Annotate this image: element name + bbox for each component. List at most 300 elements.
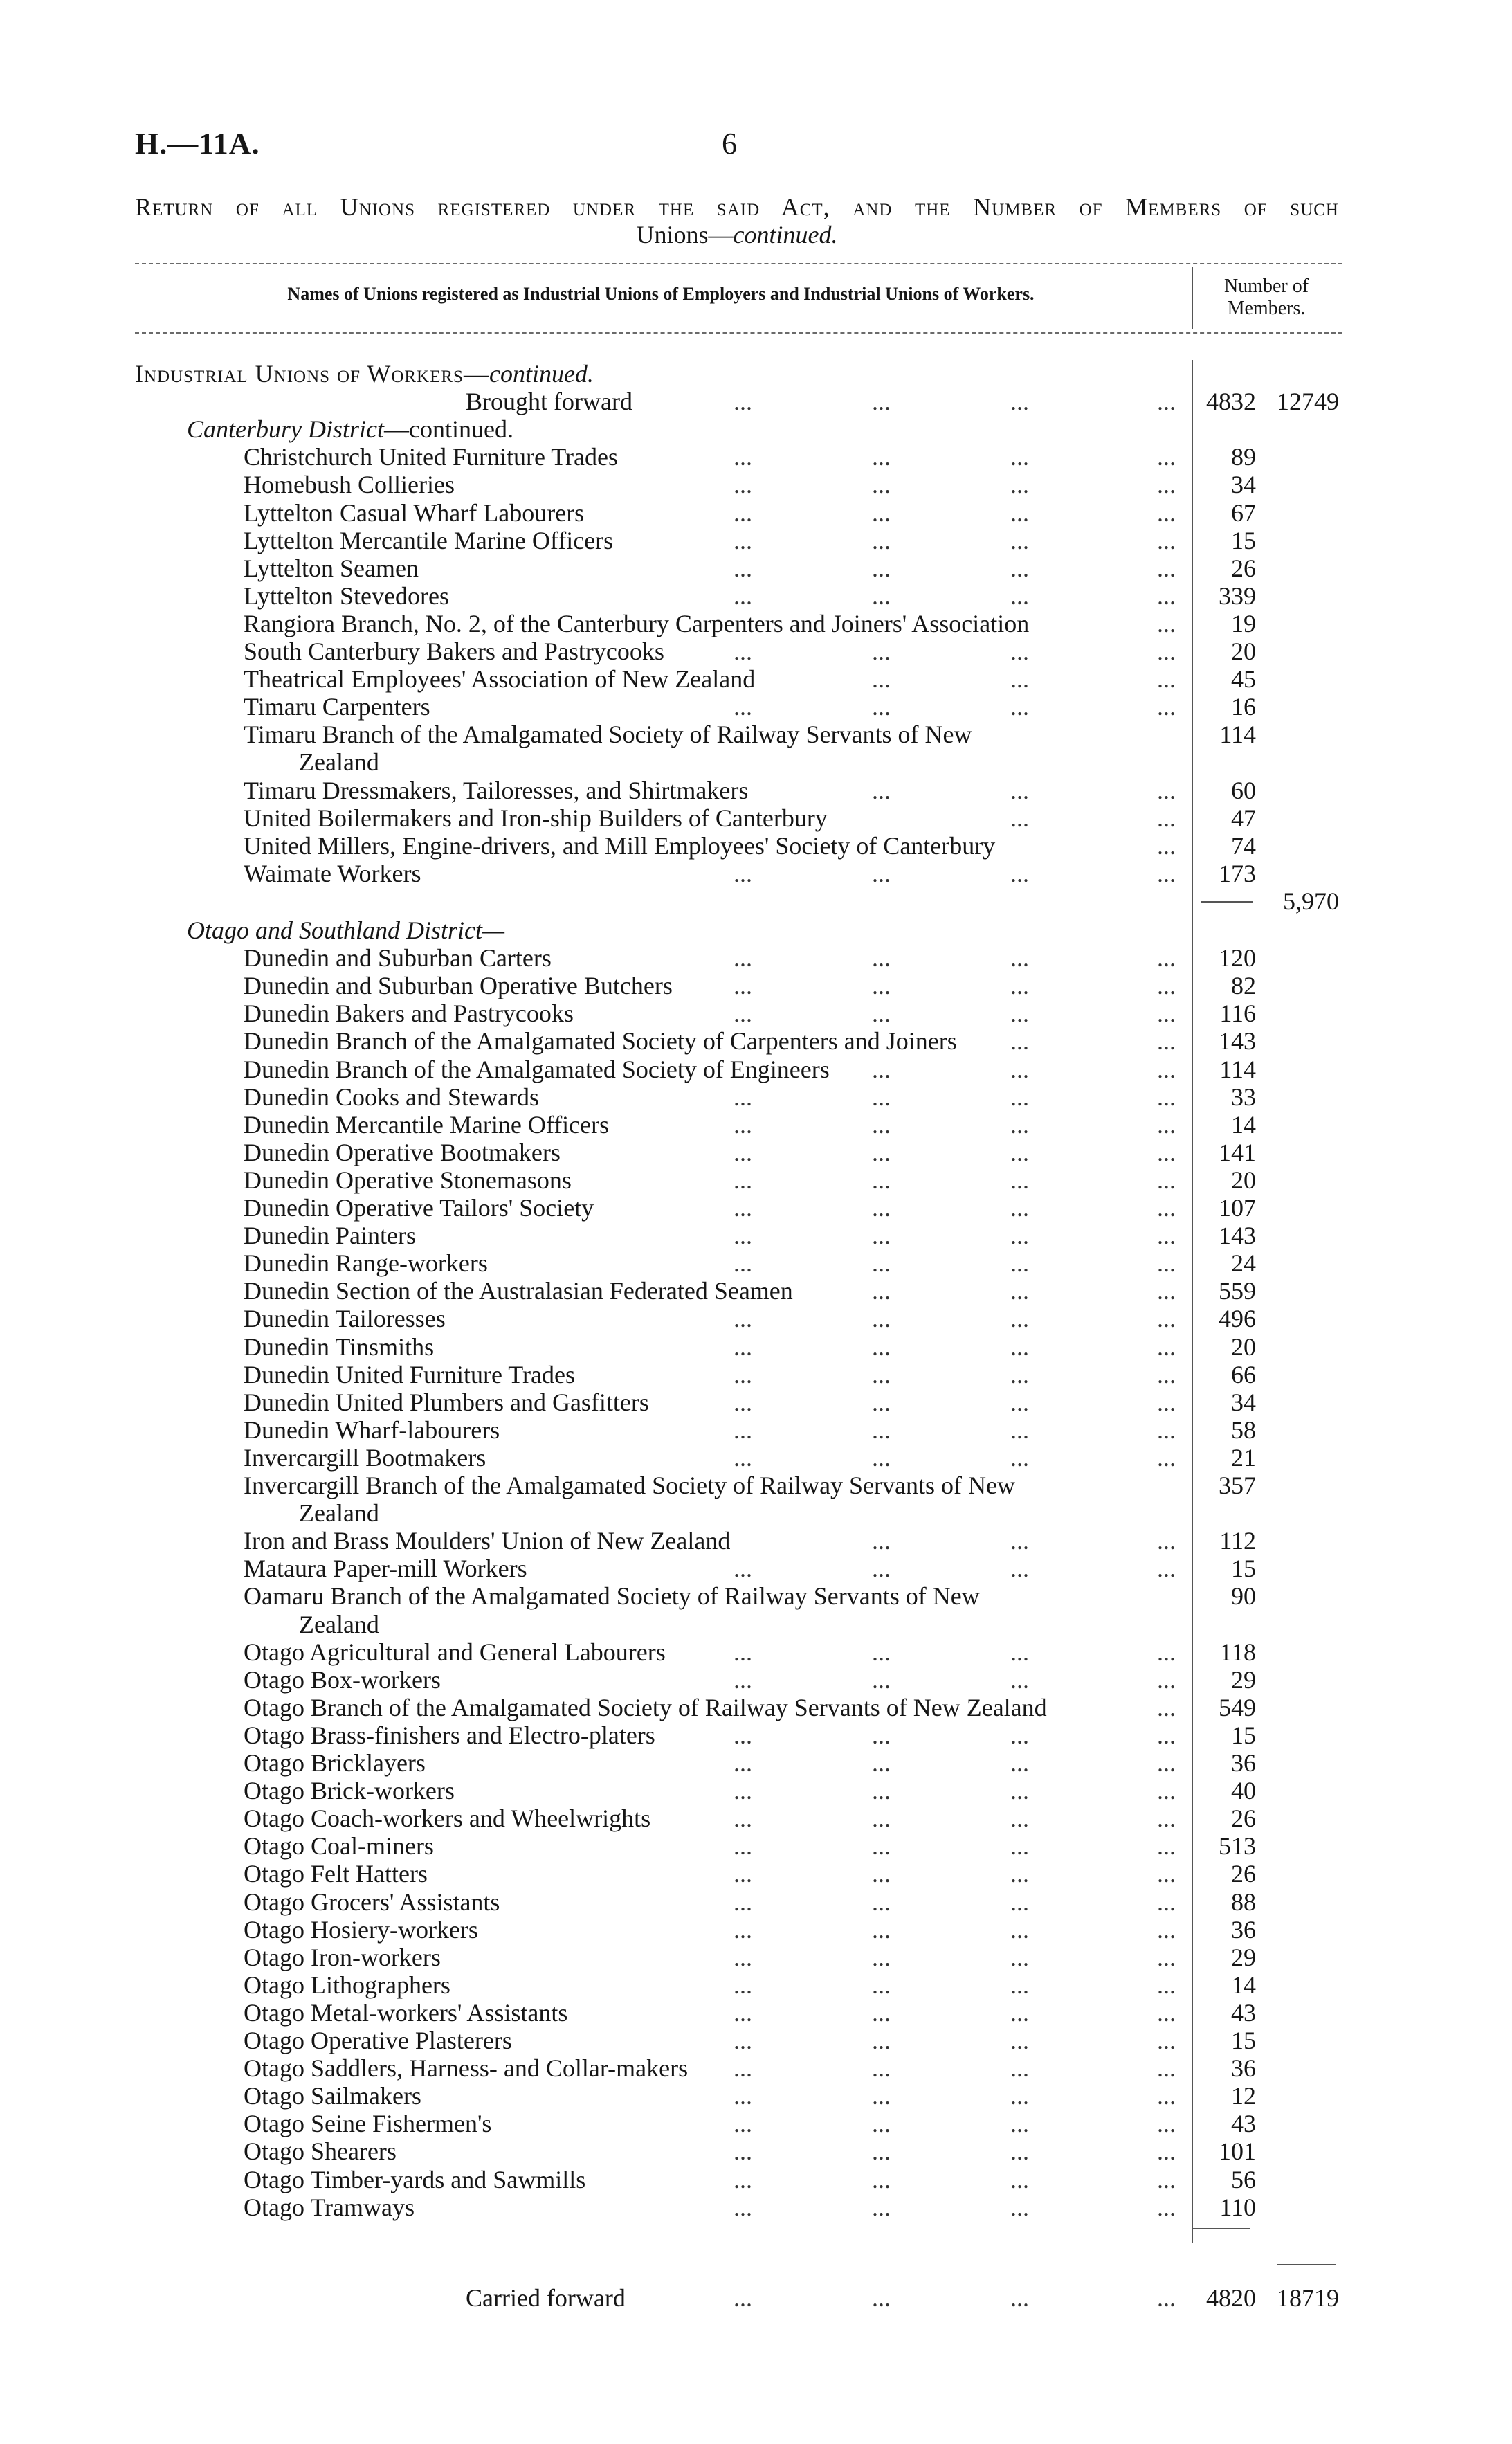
leader-dots: ...	[734, 1388, 752, 1416]
leader-dots: ...	[734, 637, 752, 665]
brought-forward-col1: 4832	[1206, 388, 1256, 415]
union-members: 26	[1231, 554, 1256, 582]
leader-dots: ...	[1010, 582, 1029, 610]
union-members: 21	[1231, 1444, 1256, 1472]
leader-dots: ...	[734, 1333, 752, 1361]
column-header-number	[1190, 275, 1342, 320]
column-header-number-line2: Members.	[1227, 298, 1306, 319]
otago-union-row	[0, 1555, 1512, 1582]
otago-union-row	[0, 1638, 1512, 1666]
leader-dots: ...	[1010, 1249, 1029, 1277]
leader-dots: ...	[734, 554, 752, 582]
leader-dots: ...	[1157, 1222, 1176, 1249]
leader-dots: ...	[734, 2193, 752, 2221]
leader-dots: ...	[872, 860, 891, 887]
leader-dots: ...	[1010, 1777, 1029, 1804]
otago-union-row	[0, 1249, 1512, 1277]
union-name: Lyttelton Stevedores	[244, 582, 449, 610]
leader-dots: ...	[734, 582, 752, 610]
union-name: Dunedin Operative Stonemasons	[244, 1166, 572, 1194]
leader-dots: ...	[872, 1832, 891, 1860]
leader-dots: ...	[1157, 1305, 1176, 1332]
union-members: 82	[1231, 972, 1256, 999]
union-name: Lyttelton Casual Wharf Labourers	[244, 499, 585, 527]
leader-dots: ...	[1157, 1860, 1176, 1888]
otago-union-row	[0, 2054, 1512, 2082]
otago-union-row	[0, 1361, 1512, 1388]
leader-dots: ...	[872, 1804, 891, 1832]
union-name: Lyttelton Mercantile Marine Officers	[244, 527, 614, 554]
union-members: 19	[1231, 610, 1256, 637]
leader-dots: ...	[1157, 499, 1176, 527]
leader-dots: ...	[1010, 1888, 1029, 1916]
leader-dots: ...	[734, 527, 752, 554]
leader-dots: ...	[872, 1333, 891, 1361]
union-members: 67	[1231, 499, 1256, 527]
leader-dots: ...	[1157, 1194, 1176, 1222]
leader-dots: ...	[734, 443, 752, 471]
page-title-line-2	[135, 220, 1339, 249]
leader-dots: ...	[1010, 527, 1029, 554]
leader-dots: ...	[872, 1638, 891, 1666]
leader-dots: ...	[872, 1277, 891, 1305]
leader-dots: ...	[1010, 1416, 1029, 1444]
canterbury-union-row	[0, 582, 1512, 610]
leader-dots: ...	[1157, 999, 1176, 1027]
union-name: Iron and Brass Moulders' Union of New Zealand	[244, 1527, 731, 1555]
union-members: 15	[1231, 1555, 1256, 1582]
total-closing-rule	[1277, 2264, 1336, 2265]
otago-union-row	[0, 1194, 1512, 1222]
leader-dots: ...	[734, 1361, 752, 1388]
otago-union-row-continued	[0, 1499, 1512, 1527]
leader-dots: ...	[1157, 2027, 1176, 2054]
leader-dots: ...	[1157, 1416, 1176, 1444]
union-name-continued: Zealand	[299, 748, 379, 776]
union-name: Dunedin Bakers and Pastrycooks	[244, 999, 574, 1027]
union-name: Otago Iron-workers	[244, 1944, 441, 1971]
leader-dots: ...	[734, 2082, 752, 2110]
leader-dots: ...	[1157, 1027, 1176, 1055]
leader-dots: ...	[734, 1305, 752, 1332]
union-name: Dunedin Range-workers	[244, 1249, 488, 1277]
leader-dots: ...	[1157, 1388, 1176, 1416]
leader-dots: ...	[734, 388, 752, 415]
union-name: Otago Timber-yards and Sawmills	[244, 2166, 586, 2193]
leader-dots: ...	[1157, 1888, 1176, 1916]
leader-dots: ...	[1157, 1638, 1176, 1666]
canterbury-union-row	[0, 665, 1512, 693]
union-name: Otago Coal-miners	[244, 1832, 434, 1860]
header-top-rule	[135, 263, 1342, 264]
union-members: 559	[1219, 1277, 1256, 1305]
leader-dots: ...	[872, 1777, 891, 1804]
union-name: Invercargill Branch of the Amalgamated Society of Railway Servants of New	[244, 1472, 1015, 1499]
leader-dots: ...	[734, 1416, 752, 1444]
otago-union-row	[0, 1333, 1512, 1361]
leader-dots: ...	[1157, 1999, 1176, 2027]
leader-dots: ...	[1010, 944, 1029, 972]
leader-dots: ...	[872, 554, 891, 582]
leader-dots: ...	[1010, 1333, 1029, 1361]
leader-dots: ...	[1157, 2054, 1176, 2082]
leader-dots: ...	[872, 944, 891, 972]
leader-dots: ...	[1157, 1694, 1176, 1721]
leader-dots: ...	[1157, 1832, 1176, 1860]
union-name: Dunedin Wharf-labourers	[244, 1416, 500, 1444]
leader-dots: ...	[734, 1804, 752, 1832]
union-members: 16	[1231, 693, 1256, 721]
union-name: Dunedin Painters	[244, 1222, 416, 1249]
canterbury-heading	[0, 415, 1512, 443]
union-members: 29	[1231, 1666, 1256, 1694]
leader-dots: ...	[872, 1721, 891, 1749]
leader-dots: ...	[1010, 1277, 1029, 1305]
leader-dots: ...	[872, 2027, 891, 2054]
leader-dots: ...	[734, 1999, 752, 2027]
union-name: Otago Branch of the Amalgamated Society of Railway Servants of New Zealand	[244, 1694, 1047, 1721]
leader-dots: ...	[872, 1749, 891, 1777]
union-name: Invercargill Bootmakers	[244, 1444, 486, 1472]
leader-dots: ...	[1157, 1083, 1176, 1111]
union-name: Otago Agricultural and General Labourers	[244, 1638, 666, 1666]
otago-union-row	[0, 1916, 1512, 1944]
otago-union-row	[0, 1888, 1512, 1916]
leader-dots: ...	[734, 1916, 752, 1944]
leader-dots: ...	[734, 1111, 752, 1139]
otago-union-row	[0, 1860, 1512, 1888]
leader-dots: ...	[1010, 443, 1029, 471]
leader-dots: ...	[1157, 1333, 1176, 1361]
union-name: Otago Coach-workers and Wheelwrights	[244, 1804, 651, 1832]
leader-dots: ...	[734, 1749, 752, 1777]
leader-dots: ...	[872, 665, 891, 693]
otago-union-row	[0, 1416, 1512, 1444]
leader-dots: ...	[872, 972, 891, 999]
section-heading-cont: continued.	[489, 360, 594, 388]
leader-dots: ...	[1010, 804, 1029, 832]
union-name: South Canterbury Bakers and Pastrycooks	[244, 637, 664, 665]
title-text-2a: Unions—	[636, 221, 734, 248]
union-name-continued: Zealand	[299, 1611, 379, 1638]
union-name: Lyttelton Seamen	[244, 554, 419, 582]
page-title-line-1	[135, 192, 1339, 221]
leader-dots: ...	[734, 1721, 752, 1749]
leader-dots: ...	[1157, 443, 1176, 471]
union-members: 496	[1219, 1305, 1256, 1332]
leader-dots: ...	[1157, 471, 1176, 498]
canterbury-union-row	[0, 804, 1512, 832]
leader-dots: ...	[1157, 1749, 1176, 1777]
canterbury-union-row	[0, 610, 1512, 637]
leader-dots: ...	[1010, 1721, 1029, 1749]
leader-dots: ...	[872, 527, 891, 554]
union-members: 26	[1231, 1860, 1256, 1888]
union-name: Dunedin Tinsmiths	[244, 1333, 435, 1361]
leader-dots: ...	[1010, 1999, 1029, 2027]
canterbury-subtotal: 5,970	[1283, 887, 1339, 915]
union-name: Dunedin Branch of the Amalgamated Society of Carpenters and Joiners	[244, 1027, 957, 1055]
canterbury-heading-name: Canterbury District	[187, 415, 384, 443]
union-members: 14	[1231, 1111, 1256, 1139]
leader-dots: ...	[734, 2137, 752, 2165]
otago-union-row	[0, 1971, 1512, 1999]
leader-dots: ...	[872, 1416, 891, 1444]
leader-dots: ...	[734, 2110, 752, 2137]
union-members: 143	[1219, 1222, 1256, 1249]
leader-dots: ...	[872, 693, 891, 721]
union-members: 36	[1231, 1749, 1256, 1777]
union-name: Dunedin United Furniture Trades	[244, 1361, 575, 1388]
leader-dots: ...	[734, 1083, 752, 1111]
union-name: Dunedin United Plumbers and Gasfitters	[244, 1388, 649, 1416]
canterbury-union-row	[0, 499, 1512, 527]
leader-dots: ...	[734, 1971, 752, 1999]
otago-union-row	[0, 1027, 1512, 1055]
leader-dots: ...	[1010, 388, 1029, 415]
union-members: 20	[1231, 1333, 1256, 1361]
leader-dots: ...	[1010, 1305, 1029, 1332]
leader-dots: ...	[734, 693, 752, 721]
header-column-divider	[1192, 267, 1193, 329]
leader-dots: ...	[1157, 554, 1176, 582]
otago-union-row	[0, 1277, 1512, 1305]
otago-union-row	[0, 1527, 1512, 1555]
leader-dots: ...	[872, 2193, 891, 2221]
canterbury-union-row	[0, 554, 1512, 582]
union-name: Timaru Branch of the Amalgamated Society of Railway Servants of New	[244, 721, 972, 748]
page-number: 6	[722, 127, 737, 161]
canterbury-heading-cont: —continued.	[384, 415, 513, 443]
leader-dots: ...	[872, 637, 891, 665]
leader-dots: ...	[1157, 1944, 1176, 1971]
leader-dots: ...	[734, 471, 752, 498]
otago-union-row	[0, 1083, 1512, 1111]
otago-union-row	[0, 1721, 1512, 1749]
leader-dots: ...	[1157, 2284, 1176, 2312]
leader-dots: ...	[1010, 1916, 1029, 1944]
canterbury-union-row	[0, 832, 1512, 860]
otago-union-row	[0, 2166, 1512, 2193]
leader-dots: ...	[1010, 1139, 1029, 1166]
otago-heading-text: Otago and Southland District—	[187, 916, 505, 944]
union-members: 101	[1219, 2137, 1256, 2165]
leader-dots: ...	[734, 972, 752, 999]
otago-union-row	[0, 1749, 1512, 1777]
leader-dots: ...	[1157, 1527, 1176, 1555]
leader-dots: ...	[734, 944, 752, 972]
leader-dots: ...	[1157, 1249, 1176, 1277]
otago-union-row	[0, 944, 1512, 972]
otago-heading	[0, 916, 1512, 944]
union-members: 89	[1231, 443, 1256, 471]
union-name: Otago Seine Fishermen's	[244, 2110, 492, 2137]
leader-dots: ...	[1010, 665, 1029, 693]
leader-dots: ...	[872, 1888, 891, 1916]
leader-dots: ...	[1157, 2082, 1176, 2110]
leader-dots: ...	[872, 1111, 891, 1139]
brought-forward-col2: 12749	[1277, 388, 1339, 415]
union-name: Otago Bricklayers	[244, 1749, 426, 1777]
leader-dots: ...	[872, 1083, 891, 1111]
union-name: Otago Lithographers	[244, 1971, 450, 1999]
union-members: 173	[1219, 860, 1256, 887]
leader-dots: ...	[1157, 1361, 1176, 1388]
leader-dots: ...	[734, 1860, 752, 1888]
leader-dots: ...	[1157, 1111, 1176, 1139]
union-members: 66	[1231, 1361, 1256, 1388]
leader-dots: ...	[1010, 1083, 1029, 1111]
otago-union-row	[0, 1472, 1512, 1499]
leader-dots: ...	[734, 1139, 752, 1166]
leader-dots: ...	[872, 471, 891, 498]
leader-dots: ...	[872, 1944, 891, 1971]
leader-dots: ...	[1010, 1832, 1029, 1860]
leader-dots: ...	[734, 860, 752, 887]
union-members: 116	[1219, 999, 1256, 1027]
union-name: Christchurch United Furniture Trades	[244, 443, 618, 471]
leader-dots: ...	[872, 1056, 891, 1083]
leader-dots: ...	[1157, 388, 1176, 415]
union-members: 112	[1219, 1527, 1256, 1555]
union-members: 88	[1231, 1888, 1256, 1916]
union-name: Dunedin Section of the Australasian Federated Seamen	[244, 1277, 793, 1305]
leader-dots: ...	[734, 2166, 752, 2193]
otago-union-row	[0, 1111, 1512, 1139]
leader-dots: ...	[1010, 1555, 1029, 1582]
otago-union-row	[0, 1666, 1512, 1694]
union-name: Mataura Paper-mill Workers	[244, 1555, 527, 1582]
otago-union-row	[0, 1944, 1512, 1971]
otago-union-row	[0, 1305, 1512, 1332]
leader-dots: ...	[872, 999, 891, 1027]
union-name: Timaru Dressmakers, Tailoresses, and Shirtmakers	[244, 777, 749, 804]
union-name: Dunedin Branch of the Amalgamated Society of Engineers	[244, 1056, 830, 1083]
leader-dots: ...	[872, 443, 891, 471]
union-members: 513	[1219, 1832, 1256, 1860]
leader-dots: ...	[1010, 1027, 1029, 1055]
union-name: Dunedin and Suburban Operative Butchers	[244, 972, 673, 999]
leader-dots: ...	[1010, 1527, 1029, 1555]
leader-dots: ...	[1157, 944, 1176, 972]
union-name: Otago Hosiery-workers	[244, 1916, 478, 1944]
leader-dots: ...	[734, 1166, 752, 1194]
leader-dots: ...	[1010, 693, 1029, 721]
union-members: 34	[1231, 471, 1256, 498]
union-members: 15	[1231, 1721, 1256, 1749]
leader-dots: ...	[1010, 2054, 1029, 2082]
leader-dots: ...	[1010, 2284, 1029, 2312]
leader-dots: ...	[734, 499, 752, 527]
union-members: 357	[1219, 1472, 1256, 1499]
union-members: 26	[1231, 1804, 1256, 1832]
leader-dots: ...	[1010, 2166, 1029, 2193]
otago-union-row	[0, 972, 1512, 999]
otago-union-row	[0, 1694, 1512, 1721]
leader-dots: ...	[1157, 1916, 1176, 1944]
otago-union-row	[0, 1166, 1512, 1194]
union-name: Dunedin Operative Bootmakers	[244, 1139, 561, 1166]
union-members: 143	[1219, 1027, 1256, 1055]
leader-dots: ...	[872, 1222, 891, 1249]
leader-dots: ...	[1010, 1222, 1029, 1249]
leader-dots: ...	[872, 1166, 891, 1194]
leader-dots: ...	[734, 999, 752, 1027]
union-members: 20	[1231, 637, 1256, 665]
leader-dots: ...	[1157, 1666, 1176, 1694]
leader-dots: ...	[1157, 1277, 1176, 1305]
otago-union-row	[0, 2137, 1512, 2165]
leader-dots: ...	[1157, 860, 1176, 887]
leader-dots: ...	[1157, 1056, 1176, 1083]
union-members: 14	[1231, 1971, 1256, 1999]
otago-union-row	[0, 1139, 1512, 1166]
leader-dots: ...	[734, 1944, 752, 1971]
union-name: Homebush Collieries	[244, 471, 455, 498]
column-header-number-line1: Number of	[1223, 275, 1309, 297]
leader-dots: ...	[1010, 1638, 1029, 1666]
leader-dots: ...	[1010, 2193, 1029, 2221]
carried-forward-col2: 18719	[1277, 2284, 1339, 2312]
leader-dots: ...	[1157, 1777, 1176, 1804]
leader-dots: ...	[872, 2284, 891, 2312]
union-name: United Boilermakers and Iron-ship Builders of Canterbury	[244, 804, 828, 832]
otago-union-row	[0, 1056, 1512, 1083]
union-members: 339	[1219, 582, 1256, 610]
leader-dots: ...	[1010, 2027, 1029, 2054]
union-members: 36	[1231, 1916, 1256, 1944]
union-members: 90	[1231, 1582, 1256, 1610]
otago-union-row	[0, 1804, 1512, 1832]
leader-dots: ...	[1010, 2137, 1029, 2165]
section-heading-main: Industrial Unions of Workers—	[135, 360, 489, 388]
leader-dots: ...	[1157, 582, 1176, 610]
leader-dots: ...	[1010, 777, 1029, 804]
union-name: Otago Brass-finishers and Electro-platers	[244, 1721, 655, 1749]
leader-dots: ...	[872, 1361, 891, 1388]
column-closing-rule	[1192, 2228, 1250, 2229]
carried-forward-col1: 4820	[1206, 2284, 1256, 2312]
leader-dots: ...	[1010, 1944, 1029, 1971]
union-members: 40	[1231, 1777, 1256, 1804]
union-members: 47	[1231, 804, 1256, 832]
leader-dots: ...	[872, 1249, 891, 1277]
canterbury-union-row	[0, 860, 1512, 887]
leader-dots: ...	[1010, 1860, 1029, 1888]
carried-forward-row	[0, 2284, 1512, 2312]
leader-dots: ...	[1157, 1444, 1176, 1472]
leader-dots: ...	[872, 388, 891, 415]
section-heading	[0, 360, 1512, 388]
union-name: United Millers, Engine-drivers, and Mill Employees' Society of Canterbury	[244, 832, 996, 860]
leader-dots: ...	[872, 1139, 891, 1166]
leader-dots: ...	[1157, 1139, 1176, 1166]
leader-dots: ...	[872, 499, 891, 527]
union-members: 56	[1231, 2166, 1256, 2193]
leader-dots: ...	[1010, 1056, 1029, 1083]
union-name: Waimate Workers	[244, 860, 421, 887]
leader-dots: ...	[1010, 1111, 1029, 1139]
union-members: 43	[1231, 1999, 1256, 2027]
union-name: Dunedin Mercantile Marine Officers	[244, 1111, 610, 1139]
union-members: 29	[1231, 1944, 1256, 1971]
document-reference: H.—11A.	[135, 127, 260, 161]
leader-dots: ...	[734, 1444, 752, 1472]
union-members: 120	[1219, 944, 1256, 972]
leader-dots: ...	[734, 2027, 752, 2054]
union-members: 15	[1231, 527, 1256, 554]
leader-dots: ...	[734, 1638, 752, 1666]
